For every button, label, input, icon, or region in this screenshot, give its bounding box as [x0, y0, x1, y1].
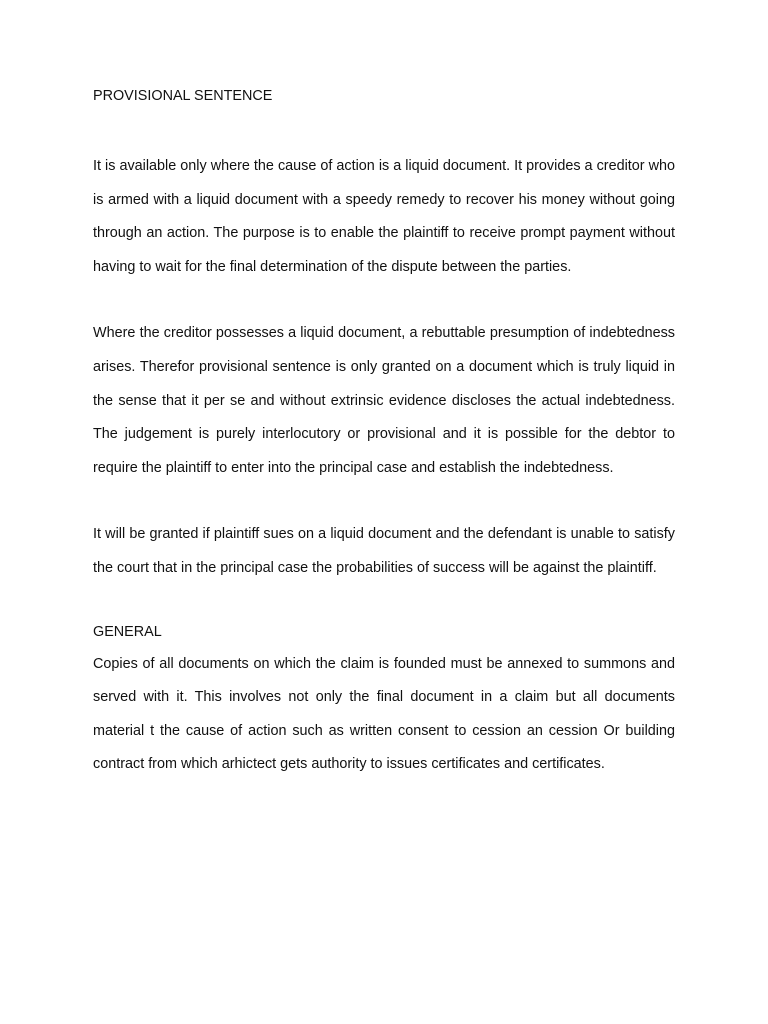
section-heading-general: GENERAL: [93, 623, 162, 640]
paragraph-presumption: Where the creditor possesses a liquid document, a rebuttable presumption of indebtedness arises. Therefor provisional sentence is only granted on a document which is truly liquid in the sense that it per se and without extrinsic evidence discloses the actual indebtedness. The judgement is purely interlocutory or provisional and it is possible for the debtor to require the plaintiff to enter into the principal case and establish the indebtedness.: [93, 325, 675, 476]
page-title: PROVISIONAL SENTENCE: [93, 88, 273, 104]
paragraph-granting: It will be granted if plaintiff sues on a liquid document and the defendant is unable to satisfy the court that in the principal case the probabilities of success will be against the plaintiff.: [93, 526, 675, 576]
paragraph-general: Copies of all documents on which the claim is founded must be annexed to summons and served with it. This involves not only the final document in a claim but all documents material t the cause of action such as written consent to cession an cession Or building contract from which arhictect gets authority to issues certificates and certificates.: [93, 655, 675, 773]
paragraph-availability: It is available only where the cause of action is a liquid document. It provides a creditor who is armed with a liquid document with a speedy remedy to recover his money without going through an action. The purpose is to enable the plaintiff to receive prompt payment without having to wait for the final determination of the dispute between the parties.: [93, 158, 675, 275]
document-body: [93, 84, 675, 782]
